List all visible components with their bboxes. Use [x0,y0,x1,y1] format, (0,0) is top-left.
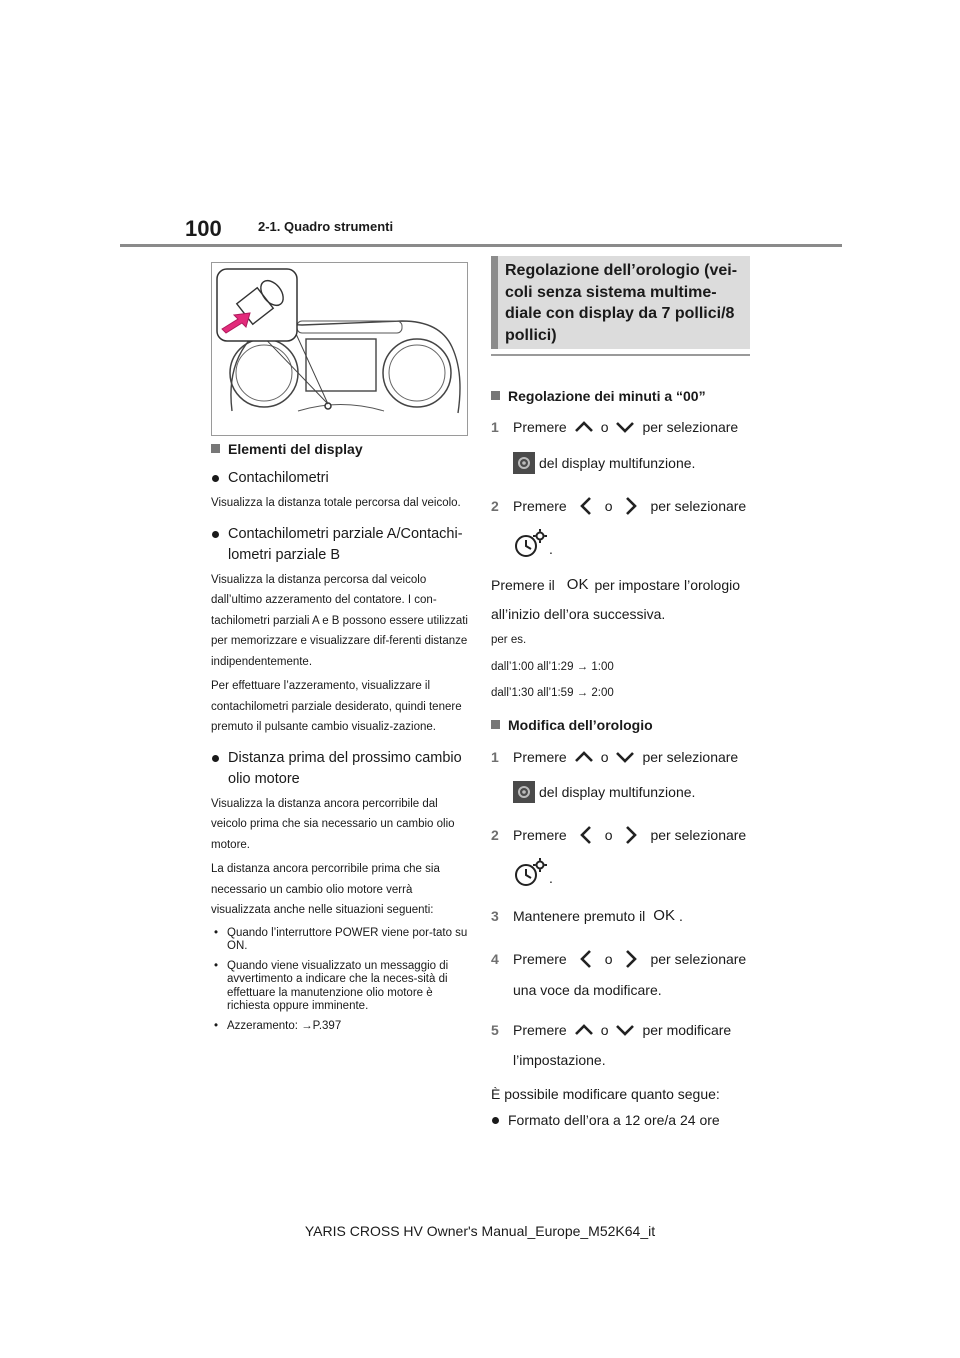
step-2: 2 Premere o per selezionare [491,495,753,517]
clock-setting-heading: Regolazione dell’orologio (vei-coli senza sistema multime-diale con display da 7 pollici/8 pollici) [505,262,738,344]
chevron-up-icon [573,420,595,434]
instrument-cluster-illustration [211,262,468,436]
trip-meter-title: Contachilometri parziale A/Contachi-lometri parziale B [211,524,473,566]
ok-icon: OK [653,906,675,924]
header-rule [120,244,842,247]
format-bullet: Formato dell’ora a 12 ore/a 24 ore [491,1110,753,1131]
section-title: 2-1. Quadro strumenti [258,219,394,234]
chevron-up-icon [573,750,595,764]
bullet-dot-icon [212,475,219,482]
step-2-cont: . [491,529,753,559]
step-1-cont: del display multifunzione. [491,452,753,474]
square-bullet-icon [491,720,500,729]
oil-change-desc-2: La distanza ancora percorribile prima che sia necessario un cambio olio motore verrà visualizzata anche nelle situazioni seguenti: [211,863,440,916]
chevron-right-icon [624,495,638,517]
clock-settings-icon [513,858,547,888]
chevron-right-icon [624,824,638,846]
chevron-left-icon [579,824,593,846]
chevron-left-icon [579,948,593,970]
page-number: 100 [185,216,222,241]
clock-settings-icon [513,529,547,559]
note-item: • Quando viene visualizzato un messaggio di avvertimento a indicare che la neces-sità di effettuare la manutenzione olio motore è richiesta oppure imminente. [211,960,473,1014]
ok-icon: OK [566,576,589,593]
chevron-up-icon [573,1023,595,1037]
notes-list [211,927,473,1034]
odometer-title: Contachilometri [211,468,473,489]
minutes-heading: Regolazione dei minuti a “00” [491,387,753,405]
modify-step-5-cont: l’impostazione. [513,1051,606,1068]
bullet-dot-icon [212,531,219,538]
modify-step-1: 1 Premere o per selezionare [491,748,739,765]
chevron-left-icon [579,495,593,517]
modify-step-1-cont: del display multifunzione. [491,781,753,803]
modify-step-4: 4 Premere o per selezionare [491,948,753,970]
note-item: • Quando l’interruttore POWER viene por-tato su ON. [211,927,473,954]
chevron-down-icon [614,420,636,434]
settings-gear-icon [513,781,535,803]
modify-step-2-cont: . [491,858,753,888]
square-bullet-icon [211,444,220,453]
modify-step-3: 3 Mantenere premuto il OK . [491,906,683,924]
display-elements-heading: Elementi del display [211,440,473,458]
chevron-right-icon [624,948,638,970]
example-2: dall’1:30 all’1:59 → 2:00 [491,687,614,699]
step-1: 1 Premere o per selezionare [491,419,739,435]
modify-clock-heading: Modifica dell’orologio [491,716,753,734]
trip-meter-desc: Visualizza la distanza percorsa dal veicolo dall’ultimo azzeramento del contatore. I con-tachilometri parziali A e B possono essere utilizzati per memorizzare e visualizzare dif-ferenti distanze indipendentemente. [211,573,468,668]
footer-manual-id: YARIS CROSS HV Owner's Manual_Europe_M52K64_it [304,1223,656,1239]
press-ok-line: Premere il OK per impostare l’orologio [491,576,741,593]
bullet-dot-icon [212,755,219,762]
trip-reset-desc: Per effettuare l’azzeramento, visualizzare il contachilometri parziale desiderato, quindi tenere premuto il pulsante cambio visualiz-zazione. [211,680,462,733]
odometer-desc: Visualizza la distanza totale percorsa dal veicolo. [211,497,461,509]
square-bullet-icon [491,391,500,400]
settings-gear-icon [513,452,535,474]
clock-setting-heading-box [491,256,750,349]
oil-change-desc: Visualizza la distanza ancora percorribile dal veicolo prima che sia necessario un cambio olio motore. [211,797,455,851]
heading-accent-bar [491,256,498,349]
left-column [211,440,473,1039]
chevron-down-icon [614,750,636,764]
oil-change-title: Distanza prima del prossimo cambio olio motore [211,748,473,790]
chevron-down-icon [614,1023,636,1037]
modify-step-2: 2 Premere o per selezionare [491,824,753,846]
bullet-dot-icon [492,1117,499,1124]
modify-step-5: 5 Premere o per modificare [491,1021,732,1038]
heading-rule [491,354,750,356]
modify-step-4-cont: una voce da modificare. [513,981,662,998]
example-1: dall’1:00 all’1:29 → 1:00 [491,660,614,673]
note-item: • Azzeramento: →P.397 [211,1020,473,1034]
example-label: per es. [491,634,527,646]
right-column [491,387,753,1131]
possible-changes: È possibile modificare quanto segue: [491,1085,720,1102]
press-ok-line-2: all’inizio dell’ora successiva. [491,606,666,622]
